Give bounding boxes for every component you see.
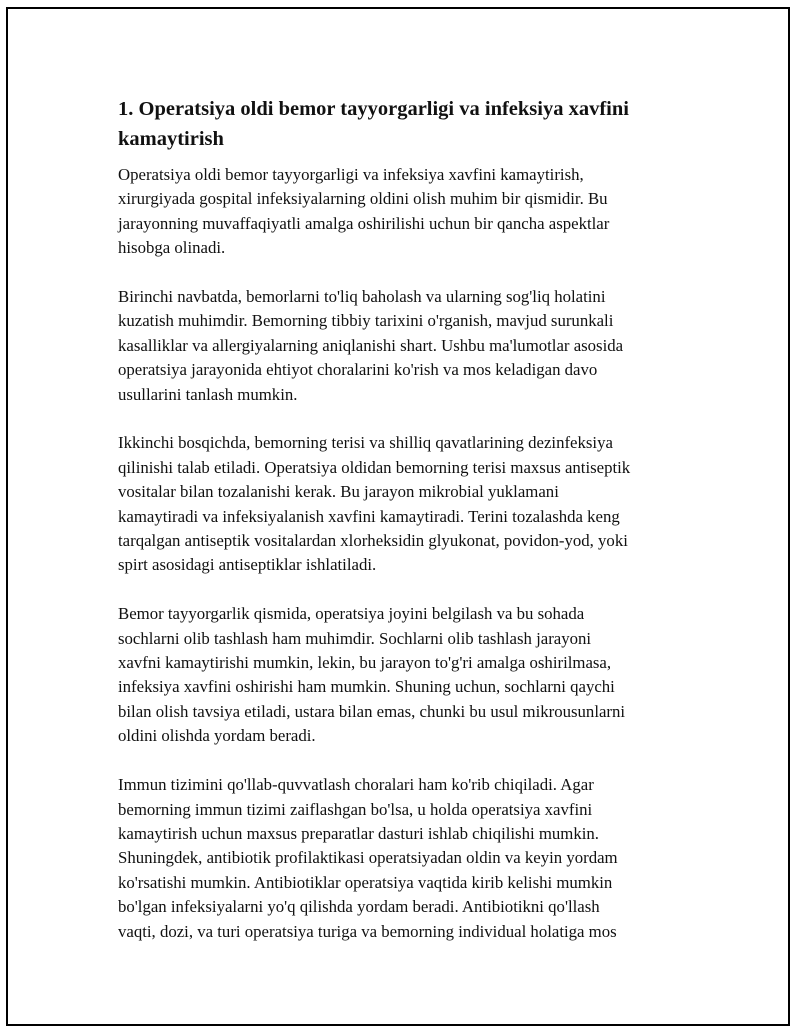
text-line: jarayonning muvaffaqiyatli amalga oshirilishi uchun bir qancha aspektlar bbox=[118, 213, 610, 233]
heading-line: kamaytirish bbox=[118, 128, 224, 150]
text-line: spirt asosidagi antiseptiklar ishlatiladi. bbox=[118, 555, 377, 575]
paragraph-2 bbox=[118, 285, 688, 407]
text-line: infeksiya xavfini oshirishi ham mumkin. Shuning uchun, sochlarni qaychi bbox=[118, 677, 615, 697]
text-line: kamaytiradi va infeksiyalanish xavfini kamaytiradi. Terini tozalashda keng bbox=[118, 506, 620, 526]
text-line: Birinchi navbatda, bemorlarni to'liq baholash va ularning sog'liq holatini bbox=[118, 287, 606, 307]
text-line: sochlarni olib tashlash ham muhimdir. Sochlarni olib tashlash jarayoni bbox=[118, 628, 592, 648]
document-body bbox=[118, 94, 688, 968]
text-line: kasalliklar va allergiyalarning aniqlanishi shart. Ushbu ma'lumotlar asosida bbox=[118, 335, 624, 355]
text-line: oldini olishda yordam beradi. bbox=[118, 726, 316, 746]
paragraph-5 bbox=[118, 773, 688, 944]
text-line: vositalar bilan tozalanishi kerak. Bu jarayon mikrobial yuklamani bbox=[118, 482, 559, 502]
text-line: vaqti, dozi, va turi operatsiya turiga va bemorning individual holatiga mos bbox=[118, 921, 617, 941]
text-line: xirurgiyada gospital infeksiyalarning oldini olish muhim bir qismidir. Bu bbox=[118, 189, 608, 209]
text-line: Operatsiya oldi bemor tayyorgarligi va infeksiya xavfini kamaytirish, bbox=[118, 165, 584, 184]
paragraph-1 bbox=[118, 163, 688, 261]
paragraph-4 bbox=[118, 602, 688, 748]
paragraph-3 bbox=[118, 431, 688, 577]
text-line: ko'rsatishi mumkin. Antibiotiklar operatsiya vaqtida kirib kelishi mumkin bbox=[118, 872, 613, 892]
text-line: Immun tizimini qo'llab-quvvatlash choralari ham ko'rib chiqiladi. Agar bbox=[118, 775, 594, 795]
heading-line: 1. Operatsiya oldi bemor tayyorgarligi va infeksiya xavfini bbox=[118, 98, 629, 120]
text-line: bo'lgan infeksiyalarni yo'q qilishda yordam beradi. Antibiotikni qo'llash bbox=[118, 897, 600, 917]
text-line: kuzatish muhimdir. Bemorning tibbiy tarixini o'rganish, mavjud surunkali bbox=[118, 311, 614, 331]
text-line: tarqalgan antiseptik vositalardan xlorheksidin glyukonat, povidon-yod, yoki bbox=[118, 531, 628, 551]
text-line: operatsiya jarayonida ehtiyot choralarini ko'rish va mos keladigan davo bbox=[118, 360, 598, 380]
text-line: Ikkinchi bosqichda, bemorning terisi va shilliq qavatlarining dezinfeksiya bbox=[118, 433, 613, 453]
text-line: Shuningdek, antibiotik profilaktikasi operatsiyadan oldin va keyin yordam bbox=[118, 848, 618, 868]
text-line: hisobga olinadi. bbox=[118, 238, 226, 258]
text-line: usullarini tanlash mumkin. bbox=[118, 384, 298, 404]
text-line: bemorning immun tizimi zaiflashgan bo'lsa, u holda operatsiya xavfini bbox=[118, 799, 593, 819]
text-line: qilinishi talab etiladi. Operatsiya oldidan bemorning terisi maxsus antiseptik bbox=[118, 457, 631, 477]
text-line: Bemor tayyorgarlik qismida, operatsiya joyini belgilash va bu sohada bbox=[118, 604, 585, 624]
text-line: kamaytirish uchun maxsus preparatlar dasturi ishlab chiqilishi mumkin. bbox=[118, 823, 599, 843]
text-line: xavfni kamaytirishi mumkin, lekin, bu jarayon to'g'ri amalga oshirilmasa, bbox=[118, 653, 612, 673]
section-heading bbox=[118, 94, 688, 154]
text-line: bilan olish tavsiya etiladi, ustara bilan emas, chunki bu usul mikrousunlarni bbox=[118, 701, 626, 721]
